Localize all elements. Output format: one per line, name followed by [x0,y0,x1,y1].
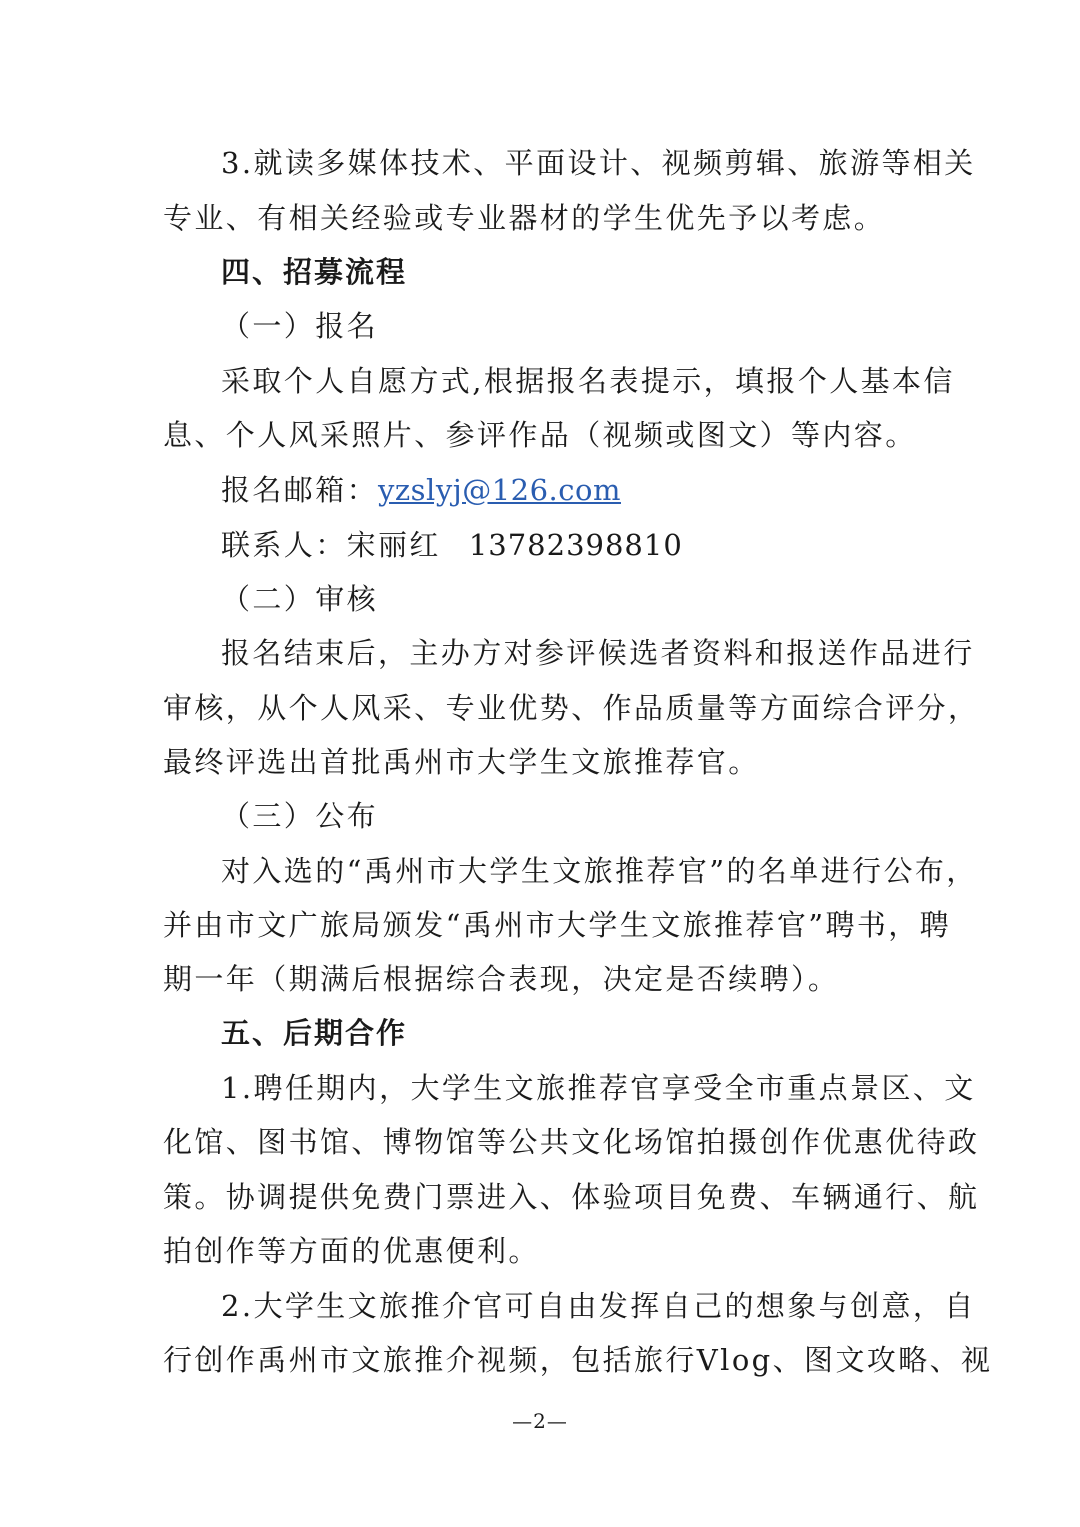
email-label: 报名邮箱： [221,473,379,507]
paragraph-line: 3.就读多媒体技术、平面设计、视频剪辑、旅游等相关 [221,146,976,180]
paragraph-line: 2.大学生文旅推介官可自由发挥自己的想象与创意，自 [221,1289,976,1323]
paragraph-line: 1.聘任期内，大学生文旅推荐官享受全市重点景区、文 [221,1071,976,1105]
section-heading-later-cooperation: 五、后期合作 [221,1016,408,1050]
email-link[interactable]: yzslyj@126.com [378,473,621,507]
paragraph-line: 报名结束后，主办方对参评候选者资料和报送作品进行 [221,636,975,670]
paragraph-line: 审核，从个人风采、专业优势、作品质量等方面综合评分， [163,691,980,725]
paragraph-line: 专业、有相关经验或专业器材的学生优先予以考虑。 [163,201,886,235]
paragraph-line: 并由市文广旅局颁发“禹州市大学生文旅推荐官”聘书，聘 [163,908,952,942]
contact-line [221,525,913,565]
email-line [221,470,913,510]
paragraph-line: 期一年（期满后根据综合表现，决定是否续聘）。 [163,962,840,996]
subsection-heading-registration: （一）报名 [221,309,379,343]
page-number: —2— [512,1409,568,1433]
paragraph-line: 息、个人风采照片、参评作品（视频或图文）等内容。 [163,418,917,452]
contact-label: 联系人：宋丽红 [221,528,441,562]
section-heading-recruitment-process: 四、招募流程 [221,255,408,289]
subsection-heading-announcement: （三）公布 [221,799,379,833]
paragraph-line: 行创作禹州市文旅推介视频，包括旅行Vlog、图文攻略、视 [163,1343,993,1377]
paragraph-line: 拍创作等方面的优惠便利。 [163,1234,540,1268]
contact-phone: 13782398810 [468,528,683,562]
paragraph-line: 策。协调提供免费门票进入、体验项目免费、车辆通行、航 [163,1180,980,1214]
paragraph-line: 对入选的“禹州市大学生文旅推荐官”的名单进行公布， [221,854,978,888]
subsection-heading-review: （二）审核 [221,582,379,616]
paragraph-line: 最终评选出首批禹州市大学生文旅推荐官。 [163,745,760,779]
paragraph-line: 化馆、图书馆、博物馆等公共文化场馆拍摄创作优惠优待政 [163,1125,980,1159]
paragraph-line: 采取个人自愿方式,根据报名表提示，填报个人基本信 [221,364,955,398]
